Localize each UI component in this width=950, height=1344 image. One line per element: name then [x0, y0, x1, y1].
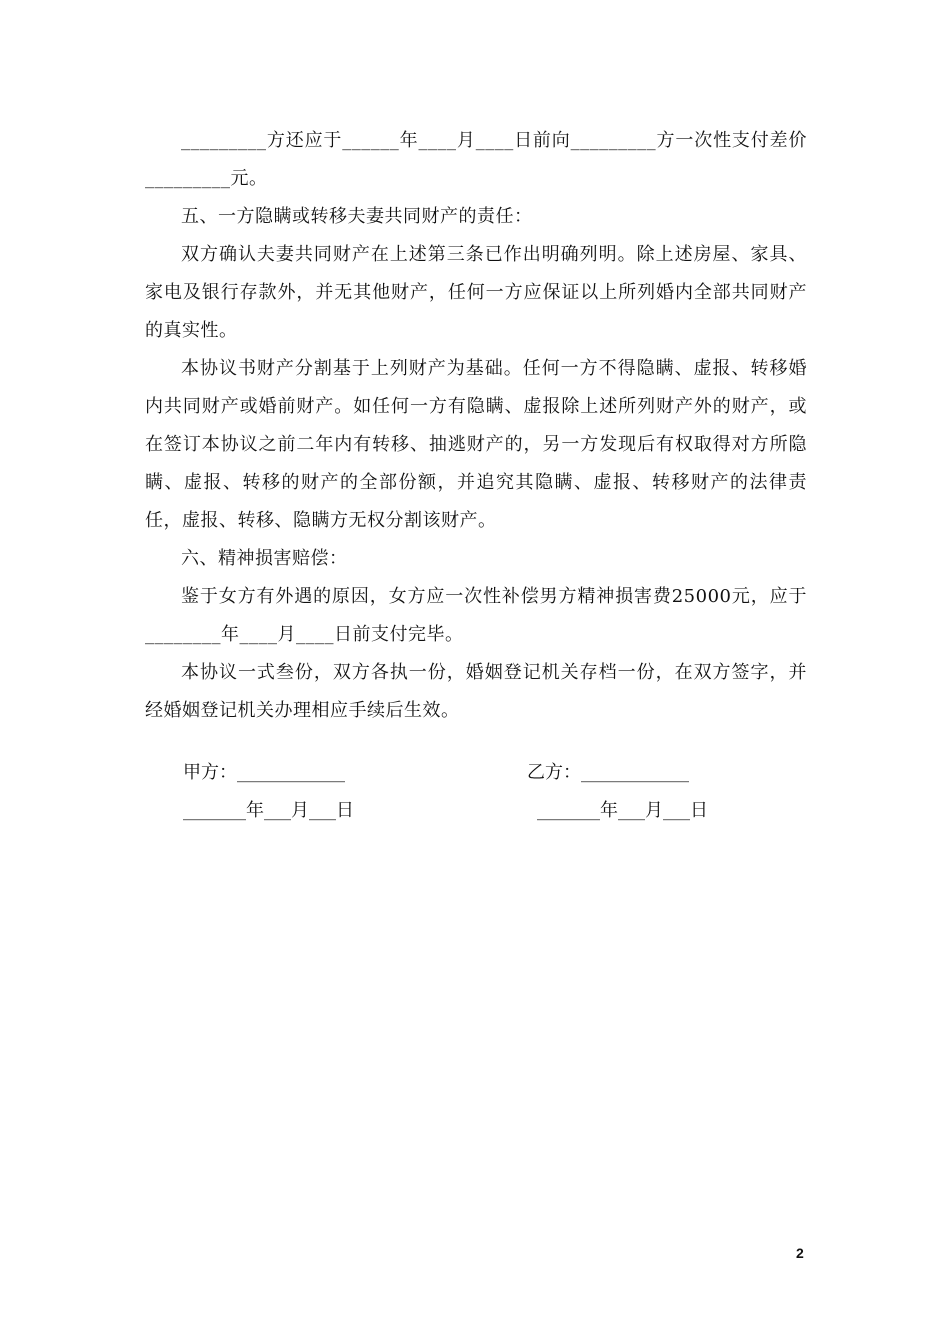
- party-a-signature: 甲方：____________: [183, 762, 345, 783]
- agreement-body: [145, 122, 807, 730]
- concealment-liability-clause: 本协议书财产分割基于上列财产为基础。任何一方不得隐瞒、虚报、转移婚内共同财产或婚前财产。如任何一方有隐瞒、虚报除上述所列财产外的财产，或在签订本协议之前二年内有转移、抽逃财产的，另一方发现后有权取得对方所隐瞒、虚报、转移的财产的全部份额，并追究其隐瞒、虚报、转移财产的法律责任，虚报、转移、隐瞒方无权分割该财产。: [145, 358, 807, 531]
- section-five-heading: 五、一方隐瞒或转移夫妻共同财产的责任：: [181, 206, 533, 227]
- joint-property-confirmation: 双方确认夫妻共同财产在上述第三条已作出明确列明。除上述房屋、家具、家电及银行存款外，并无其他财产，任何一方应保证以上所列婚内全部共同财产的真实性。: [145, 244, 807, 341]
- party-b-date: _______年___月___日: [537, 800, 708, 821]
- party-a-date: _______年___月___日: [183, 800, 354, 821]
- compensation-clause: 鉴于女方有外遇的原因，女方应一次性补偿男方精神损害费25000元，应于________年____月____日前支付完毕。: [145, 586, 807, 645]
- section-six-heading: 六、精神损害赔偿：: [181, 548, 348, 569]
- date-row: [145, 792, 807, 830]
- price-difference-clause: _________方还应于______年____月____日前向_________方一次性支付差价_________元。: [145, 130, 807, 189]
- signature-block: [145, 754, 807, 830]
- effectiveness-clause: 本协议一式叁份，双方各执一份，婚姻登记机关存档一份，在双方签字，并经婚姻登记机关办理相应手续后生效。: [145, 662, 807, 721]
- party-b-signature: 乙方：____________: [527, 762, 689, 783]
- page-number: 2: [796, 1245, 804, 1261]
- signature-row: [145, 754, 807, 792]
